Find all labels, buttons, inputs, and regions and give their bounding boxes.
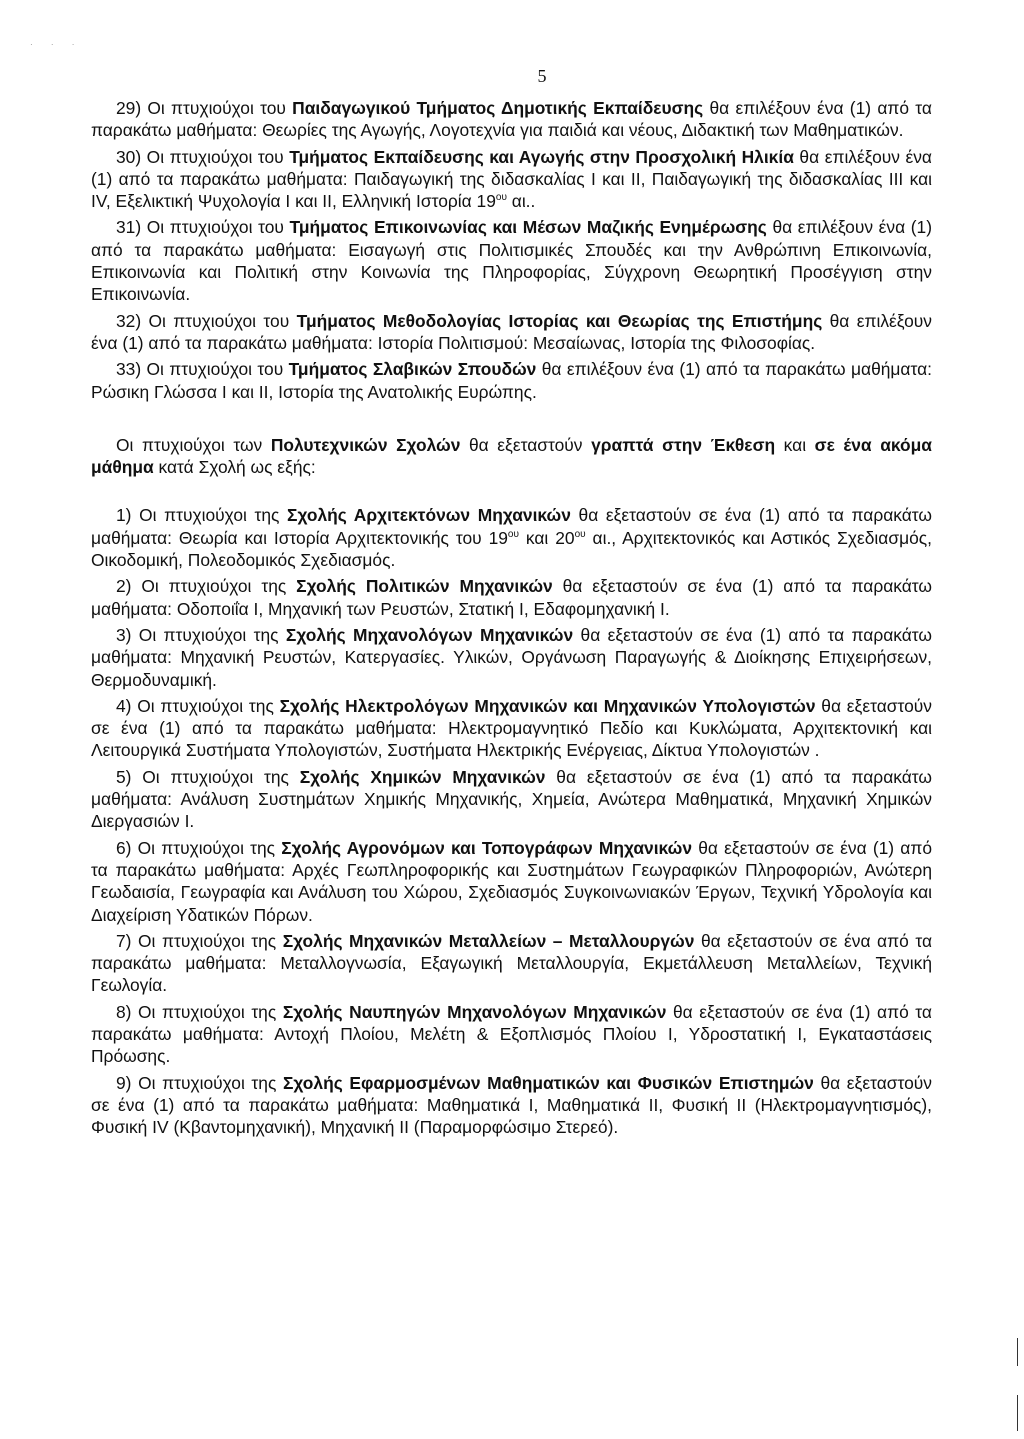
paragraph-school-4: [91, 695, 932, 762]
text-run: θα εξεταστούν σε ένα (1) από τα παρακάτω μαθήματα: Θεωρία και Ιστορία Αρχιτεκτονικής του 19: [91, 505, 932, 548]
text-run: θα εξεταστούν σε ένα (1) από τα παρακάτω μαθήματα: Αντοχή Πλοίου, Μελέτη & Εξοπλισμός Πλοίου Ι, Υδροστατική Ι, Εγκαταστάσεις Πρόωσης.: [91, 1001, 932, 1067]
text-run: θα επιλέξουν ένα (1) από τα παρακάτω μαθήματα: Ιστορία Πολιτισμού: Μεσαίωνας, Ιστορία της Φιλοσοφίας.: [91, 310, 932, 353]
text-run: θα εξεταστούν σε ένα (1) από τα παρακάτω μαθήματα: Οδοποιΐα Ι, Μηχανική των Ρευστών, Στατική Ι, Εδαφομηχανική Ι.: [91, 576, 933, 619]
scan-edge-mark: [1017, 1338, 1018, 1366]
paragraph-school-6: [91, 837, 932, 926]
paragraph-school-9: [91, 1072, 932, 1139]
text-run: θα εξεταστούν: [460, 434, 592, 455]
text-run: και 20: [518, 527, 575, 548]
text-run: 31) Οι πτυχιούχοι του: [116, 217, 290, 238]
paragraph-school-3: [91, 624, 932, 691]
bold-term: Τμήματος Σλαβικών Σπουδών: [288, 359, 537, 380]
text-run: κατά Σχολή ως εξής:: [153, 457, 316, 478]
text-run: 9) Οι πτυχιούχοι της: [116, 1072, 283, 1093]
paragraph-school-5: [91, 766, 932, 833]
bold-term: Σχολής Χημικών Μηχανικών: [299, 766, 546, 787]
bold-term: σε ένα ακόμα μάθημα: [91, 434, 932, 478]
text-run: αι., Αρχιτεκτονικός και Αστικός Σχεδιασμός, Οικοδομική, Πολεοδομικός Σχεδιασμός.: [91, 527, 932, 571]
bold-term: Σχολής Μηχανολόγων Μηχανικών: [285, 624, 574, 645]
text-run: και: [775, 434, 815, 455]
text-run: 6) Οι πτυχιούχοι της: [116, 837, 282, 858]
bold-term: Σχολής Αρχιτεκτόνων Μηχανικών: [287, 505, 571, 526]
text-run: θα επιλέξουν ένα (1) από τα παρακάτω μαθήματα: Παιδαγωγική της διδασκαλίας Ι και ΙΙ, Παιδαγωγική της διδασκαλίας ΙΙΙ και IV, Εξελικτική Ψυχολογία Ι και ΙΙ, Ελληνική Ιστορία 19: [91, 146, 932, 212]
superscript-ordinal: ου: [574, 528, 586, 540]
text-run: 30) Οι πτυχιούχοι του: [116, 146, 290, 167]
text-run: 2) Οι πτυχιούχοι της: [116, 576, 297, 597]
text-run: 4) Οι πτυχιούχοι της: [116, 695, 280, 716]
bold-term: Σχολής Αγρονόμων και Τοπογράφων Μηχανικών: [281, 837, 693, 858]
bold-term: Σχολής Πολιτικών Μηχανικών: [296, 576, 553, 597]
polytechnic-intro: [91, 434, 932, 479]
document-body: [91, 97, 932, 1142]
paragraph-school-1: [91, 504, 932, 571]
text-run: θα επιλέξουν ένα (1) από τα παρακάτω μαθήματα: Θεωρίες της Αγωγής, Λογοτεχνία για παιδιά και νέους, Διδακτική των Μαθηματικών.: [91, 98, 932, 141]
bold-term: Τμήματος Εκπαίδευσης και Αγωγής στην Προσχολική Ηλικία: [289, 146, 794, 167]
text-run: 8) Οι πτυχιούχοι της: [116, 1001, 283, 1022]
text-run: 33) Οι πτυχιούχοι του: [116, 359, 289, 380]
superscript-ordinal: ου: [507, 528, 519, 540]
text-run: θα εξεταστούν σε ένα (1) από τα παρακάτω μαθήματα: Μηχανική Ρευστών, Κατεργασίες. Υλικών, Οργάνωση Παραγωγής & Διοίκησης Επιχειρήσεων, Θερμοδυναμική.: [91, 624, 933, 690]
bold-term: Σχολής Ηλεκτρολόγων Μηχανικών και Μηχανικών Υπολογιστών: [279, 695, 816, 716]
bold-term: Σχολής Εφαρμοσμένων Μαθηματικών και Φυσικών Επιστημών: [282, 1072, 814, 1093]
text-run: θα εξεταστούν σε ένα (1) από τα παρακάτω μαθήματα: Μαθηματικά Ι, Μαθηματικά ΙΙ, Φυσική ΙΙ (Ηλεκτρομαγνητισμός), Φυσική IV (Κβαντομηχανική), Μηχανική ΙΙ (Παραμορφώσιμο Στερεό).: [91, 1072, 932, 1138]
text-run: θα εξεταστούν σε ένα (1) από τα παρακάτω μαθήματα: Ηλεκτρομαγνητικό Πεδίο και Κυκλώματα, Αρχιτεκτονική και Λειτουργικά Συστήματα Υπολογιστών, Συστήματα Ηλεκτρικής Ενέργειας, Δίκτυα Υπολογιστών .: [91, 695, 933, 761]
scan-specks: · · ·: [30, 40, 83, 49]
bold-term: Σχολής Ναυπηγών Μηχανολόγων Μηχανικών: [282, 1001, 667, 1022]
text-run: θα επιλέξουν ένα (1) από τα παρακάτω μαθήματα: Εισαγωγή στις Πολιτισμικές Σπουδές και την Ανθρώπινη Επικοινωνία, Επικοινωνία και Πολιτική στην Κοινωνία της Πληροφορίας, Σύγχρονη Θεωρητική Προσέγγιση στην Επικοινωνία.: [91, 217, 932, 305]
text-run: 32) Οι πτυχιούχοι του: [116, 310, 297, 331]
bold-term: Πολυτεχνικών Σχολών: [270, 434, 461, 455]
text-run: 29) Οι πτυχιούχοι του: [116, 98, 293, 118]
text-run: 3) Οι πτυχιούχοι της: [116, 624, 286, 645]
paragraph-32: [91, 310, 932, 355]
text-run: αι..: [506, 191, 536, 212]
paragraph-school-8: [91, 1001, 932, 1068]
text-run: 7) Οι πτυχιούχοι της: [116, 930, 283, 951]
text-run: θα εξεταστούν σε ένα (1) από τα παρακάτω μαθήματα: Ανάλυση Συστημάτων Χημικής Μηχανικής, Χημεία, Ανώτερα Μαθηματικά, Μηχανική Χημικών Διεργασιών Ι.: [91, 766, 932, 832]
bold-term: γραπτά στην Έκθεση: [591, 434, 776, 455]
bold-term: Τμήματος Επικοινωνίας και Μέσων Μαζικής Ενημέρωσης: [289, 217, 767, 238]
superscript-ordinal: ου: [495, 192, 507, 204]
bold-term: Τμήματος Μεθοδολογίας Ιστορίας και Θεωρίας της Επιστήμης: [296, 310, 823, 331]
paragraph-school-7: [91, 930, 932, 997]
text-run: θα εξεταστούν σε ένα (1) από τα παρακάτω μαθήματα: Αρχές Γεωπληροφορικής και Συστημάτων Γεωγραφικών Πληροφοριών, Ανώτερη Γεωδαισία, Γεωγραφία και Ανάλυση του Χώρου, Σχεδιασμός Συγκοινωνιακών Έργων, Τεχνική Υδρολογία και Διαχείριση Υδατικών Πόρων.: [91, 837, 933, 925]
text-run: Οι πτυχιούχοι των: [116, 434, 271, 455]
paragraph-30: [91, 146, 932, 213]
scan-edge-mark: [1017, 1395, 1018, 1431]
bold-term: Σχολής Μηχανικών Μεταλλείων – Μεταλλουργών: [282, 930, 695, 951]
text-run: 5) Οι πτυχιούχοι της: [116, 766, 300, 787]
paragraph-33: [91, 358, 932, 403]
text-run: θα επιλέξουν ένα (1) από τα παρακάτω μαθήματα: Ρώσικη Γλώσσα Ι και ΙΙ, Ιστορία της Ανατολικής Ευρώπης.: [91, 359, 932, 402]
paragraph-school-2: [91, 575, 932, 620]
page-number: 5: [537, 66, 547, 86]
bold-term: Παιδαγωγικού Τμήματος Δημοτικής Εκπαίδευσης: [292, 98, 704, 118]
paragraph-29: [91, 97, 932, 142]
paragraph-31: [91, 216, 932, 305]
text-run: θα εξεταστούν σε ένα από τα παρακάτω μαθήματα: Μεταλλογνωσία, Εξαγωγική Μεταλλουργία, Εκμετάλλευση Μεταλλείων, Τεχνική Γεωλογία.: [91, 930, 933, 996]
text-run: 1) Οι πτυχιούχοι της: [116, 505, 288, 526]
